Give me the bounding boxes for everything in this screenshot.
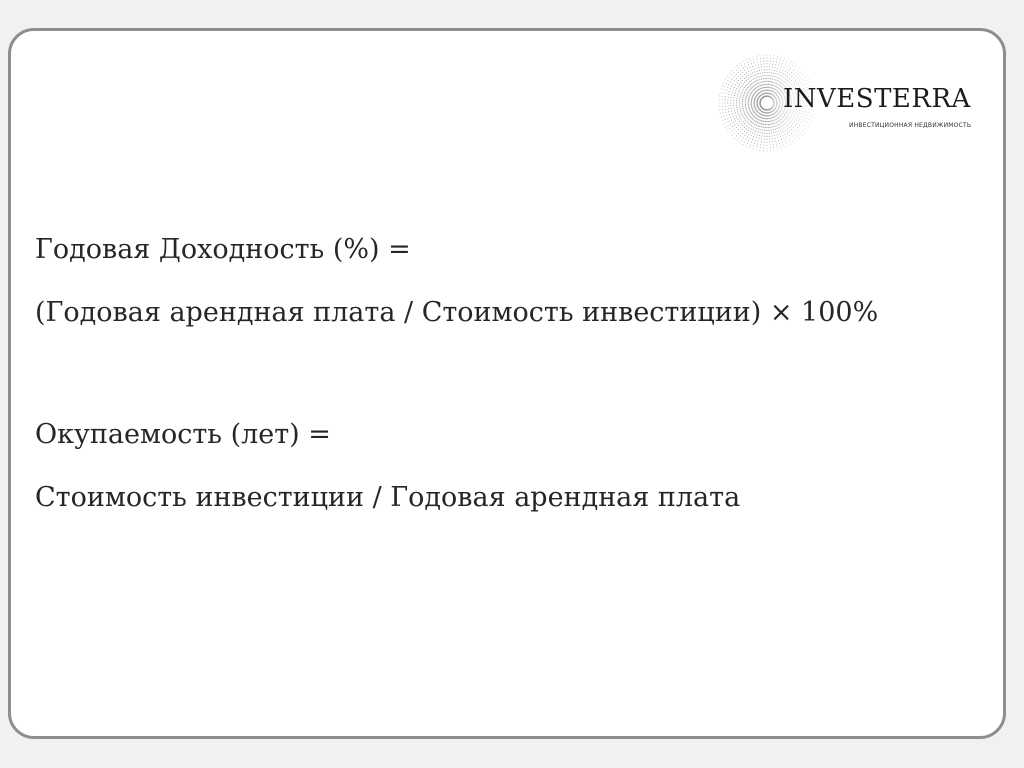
payback-label: Окупаемость (лет) = — [35, 419, 331, 450]
annual-yield-label: Годовая Доходность (%) = — [35, 234, 411, 265]
company-logo — [717, 51, 997, 161]
slide-frame — [8, 28, 1006, 739]
annual-yield-formula: (Годовая арендная плата / Стоимость инвестиции) × 100% — [35, 297, 879, 328]
logo-name: INVESTERRA — [783, 84, 971, 114]
payback-formula: Стоимость инвестиции / Годовая арендная плата — [35, 482, 741, 513]
logo-tagline: ИНВЕСТИЦИОННАЯ НЕДВИЖИМОСТЬ — [849, 122, 972, 129]
